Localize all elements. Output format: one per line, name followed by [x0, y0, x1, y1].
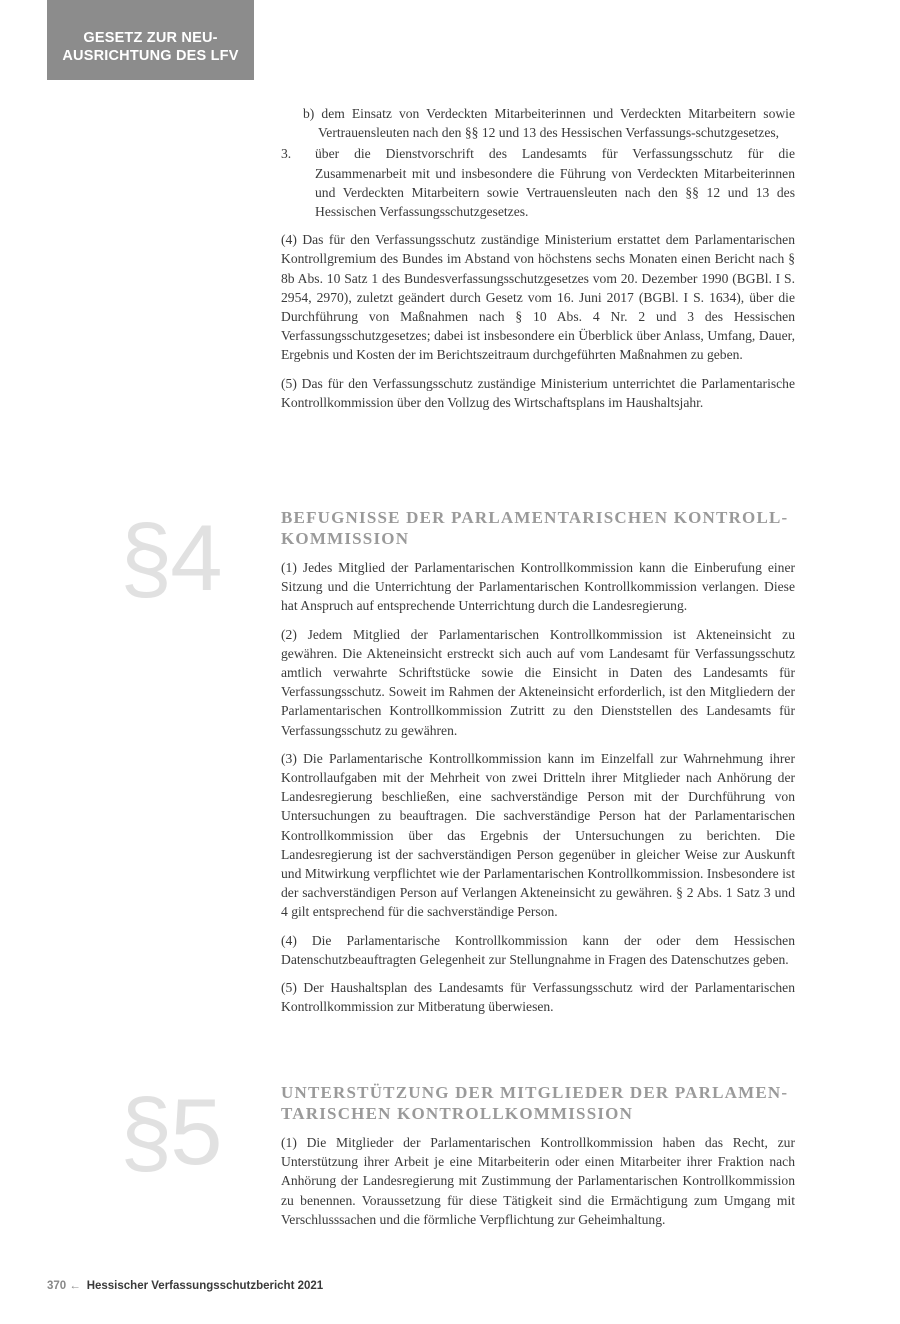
section-4 — [281, 507, 795, 1016]
section-5-paragraph-1: (1) Die Mitglieder der Parlamentarischen Kontrollkommission haben das Recht, zur Unterstützung ihrer Arbeit je eine Mitarbeiterin oder einen Mitarbeiter ihrer Fraktion nach Anhörung der Landesregierung mit Zustimmung der Parlamentarischen Kontrollkommission zu benennen. Voraussetzung für diese Tätigkeit sind die Ermächtigung zum Umgang mit Verschlusssachen und die förmliche Verpflichtung zur Geheimhaltung. — [281, 1135, 795, 1227]
section-4-paragraph-5: (5) Der Haushaltsplan des Landesamts für Verfassungsschutz wird der Parlamentarischen Kontrollkommission zur Mitberatung überwiesen. — [281, 980, 795, 1015]
section-4-paragraph-2: (2) Jedem Mitglied der Parlamentarischen Kontrollkommission ist Akteneinsicht zu gewähren. Die Akteneinsicht erstreckt sich auch auf vom Landesamt für Verfassungsschutz amtlich verwahrte Schriftstücke sowie die Einsicht in Daten des Landesamts für Verfassungsschutz. Soweit im Rahmen der Akteneinsicht erforderlich, ist den Mitgliedern der Parlamentarischen Kontrollkommission Zutritt zu den Dienststellen des Landesamts für Verfassungsschutz zu gewähren. — [281, 626, 795, 738]
chapter-header-line2: AUSRICHTUNG DES LFV — [62, 48, 239, 64]
section-5-title: UNTERSTÜTZUNG DER MITGLIEDER DER PARLAMEN-TARISCHEN KONTROLLKOMMISSION — [281, 1083, 789, 1123]
list-item-b: b) dem Einsatz von Verdeckten Mitarbeiterinnen und Verdeckten Mitarbeitern sowie Vertrauensleuten nach den §§ 12 und 13 des Hessischen Verfassungs-schutzgesetzes, — [303, 106, 795, 141]
paragraph-4: (4) Das für den Verfassungsschutz zuständige Ministerium erstattet dem Parlamentarischen Kontrollgremium des Bundes im Abstand von höchstens sechs Monaten einen Bericht nach § 8b Abs. 10 Satz 1 des Bundesverfassungsschutzgesetzes vom 20. Dezember 1990 (BGBl. I S. 2954, 2970), zuletzt geändert durch Gesetz vom 16. Juni 2017 (BGBl. I S. 1634), über die Durchführung von Maßnahmen nach § 10 Abs. 4 Nr. 2 und 3 des Hessischen Verfassungsschutzgesetzes; dabei ist insbesondere ein Überblick über Anlass, Umfang, Dauer, Ergebnis und Kosten der im Berichtszeitraum durchgeführten Maßnahmen zu geben. — [281, 232, 795, 363]
section-4-paragraph-3: (3) Die Parlamentarische Kontrollkommission kann im Einzelfall zur Wahrnehmung ihrer Kontrollaufgaben mit der Mehrheit von zwei Dritteln ihrer Mitglieder nach Anhörung der Landesregierung beschließen, eine sachverständige Person mit der Durchführung von Untersuchungen zu beauftragen. Die sachverständige Person hat der Parlamentarischen Kontrollkommission über das Ergebnis der Untersuchungen zu berichten. Die Landesregierung ist der sachverständigen Person gegenüber in gleicher Weise zur Auskunft und Mitwirkung verpflichtet wie der Parlamentarischen Kontrollkommission. Insbesondere ist der sachverständigen Person auf Verlangen Akteneinsicht zu gewähren. § 2 Abs. 1 Satz 3 und 4 gilt entsprechend für die sachverständige Person. — [281, 750, 795, 920]
list-item-3-text: über die Dienstvorschrift des Landesamts für Verfassungsschutz für die Zusammenarbeit mit und insbesondere die Führung von Verdeckten Mitarbeiterinnen und Verdeckten Mitarbeitern sowie Vertrauensleuten nach den §§ 12 und 13 des Hessischen Verfassungsschutzgesetzes. — [315, 146, 795, 220]
chapter-header-line1: GESETZ ZUR NEU- — [83, 30, 218, 46]
section-4-title: BEFUGNISSE DER PARLAMENTARISCHEN KONTROLL-KOMMISSION — [281, 508, 789, 548]
section-5 — [281, 1082, 795, 1229]
page-footer — [47, 1279, 323, 1293]
arrow-left-icon: ← — [69, 1280, 81, 1292]
list-item-3 — [281, 144, 795, 221]
paragraph-5: (5) Das für den Verfassungsschutz zuständige Ministerium unterrichtet die Parlamentarische Kontrollkommission über den Vollzug des Wirtschaftsplans im Haushaltsjahr. — [281, 375, 795, 410]
chapter-header-tab — [47, 0, 254, 80]
footer-title: Hessischer Verfassungsschutzbericht 2021 — [86, 1280, 324, 1292]
section-4-paragraph-4: (4) Die Parlamentarische Kontrollkommission kann der oder dem Hessischen Datenschutzbeauftragten Gelegenheit zur Stellungnahme in Fragen des Datenschutzes geben. — [281, 932, 795, 967]
list-item-3-number: 3. — [281, 146, 292, 162]
page-number: 370 — [47, 1280, 67, 1292]
section-5-number: §5 — [120, 1079, 221, 1184]
intro-block — [281, 104, 795, 412]
section-4-paragraph-1: (1) Jedes Mitglied der Parlamentarischen Kontrollkommission kann die Einberufung einer Sitzung und die Unterrichtung der Parlamentarischen Kontrollkommission verlangen. Diese hat Anspruch auf entsprechende Unterrichtung durch die Landesregierung. — [281, 560, 795, 614]
section-4-number: §4 — [120, 505, 221, 610]
